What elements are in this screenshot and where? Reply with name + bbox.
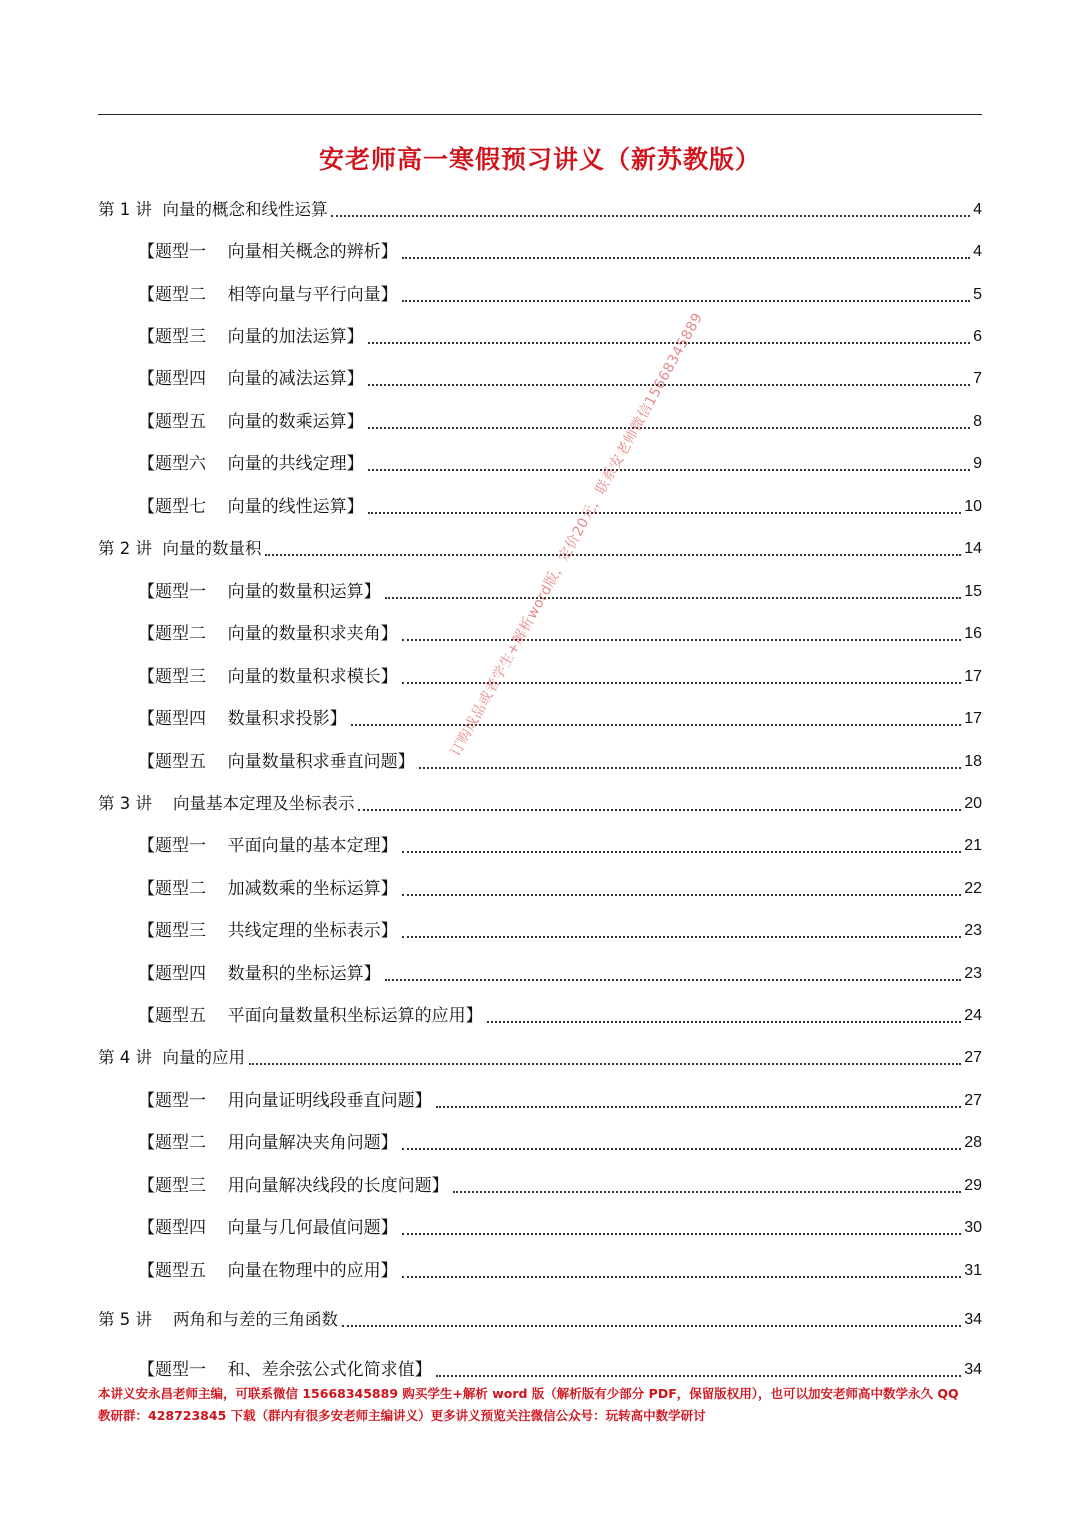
toc-entry-label: 【题型一 向量的数量积运算】 <box>138 582 381 602</box>
toc-topic-entry[interactable] <box>138 707 982 731</box>
dot-leader <box>402 851 962 853</box>
footer-line-2: 教研群：428723845 下载（群内有很多安老师主编讲义）更多讲义预览关注微信公众号：玩转高中数学研讨 <box>98 1408 706 1423</box>
toc-entry-label: 【题型三 共线定理的坐标表示】 <box>138 921 398 941</box>
dot-leader <box>351 724 962 726</box>
dot-leader <box>368 427 970 429</box>
toc-page-number: 22 <box>964 880 982 897</box>
toc-page-number: 8 <box>973 413 982 430</box>
header-rule <box>98 114 982 115</box>
toc-topic-entry[interactable] <box>138 1131 982 1155</box>
toc-entry-label: 【题型五 平面向量数量积坐标运算的应用】 <box>138 1006 483 1026</box>
toc-entry-label: 【题型一 用向量证明线段垂直问题】 <box>138 1091 432 1111</box>
toc-topic-entry[interactable] <box>138 452 982 476</box>
toc-topic-entry[interactable] <box>138 1259 982 1283</box>
toc-page-number: 7 <box>973 370 982 387</box>
toc-entry-label: 【题型二 加减数乘的坐标运算】 <box>138 879 398 899</box>
toc-topic-entry[interactable] <box>138 665 982 689</box>
dot-leader <box>402 1276 962 1278</box>
toc-entry-label: 【题型七 向量的线性运算】 <box>138 497 364 517</box>
document-title: 安老师高一寒假预习讲义（新苏教版） <box>318 145 761 174</box>
toc-page-number: 15 <box>964 583 982 600</box>
toc-entry-label: 【题型四 向量与几何最值问题】 <box>138 1218 398 1238</box>
toc-page-number: 17 <box>964 710 982 727</box>
toc-entry-label: 【题型五 向量数量积求垂直问题】 <box>138 752 415 772</box>
dot-leader <box>368 342 970 344</box>
toc-entry-label: 第 4 讲 向量的应用 <box>98 1048 245 1067</box>
toc-page-number: 23 <box>964 922 982 939</box>
toc-entry-label: 【题型六 向量的共线定理】 <box>138 454 364 474</box>
dot-leader <box>402 300 970 302</box>
toc-entry-label: 【题型三 向量的加法运算】 <box>138 327 364 347</box>
dot-leader <box>265 554 961 556</box>
toc-lecture-entry[interactable] <box>98 1046 982 1070</box>
toc-page-number: 34 <box>964 1311 982 1328</box>
toc-page-number: 4 <box>973 201 982 218</box>
toc-lecture-entry[interactable] <box>98 792 982 816</box>
toc-topic-entry[interactable] <box>138 410 982 434</box>
toc-lecture-entry[interactable] <box>98 198 982 222</box>
toc-page-number: 29 <box>964 1177 982 1194</box>
toc-page-number: 17 <box>964 668 982 685</box>
toc-entry-label: 【题型四 向量的减法运算】 <box>138 369 364 389</box>
toc-entry-label: 第 1 讲 向量的概念和线性运算 <box>98 200 328 219</box>
toc-entry-label: 【题型三 用向量解决线段的长度问题】 <box>138 1176 449 1196</box>
toc-entry-label: 【题型一 和、差余弦公式化简求值】 <box>138 1360 432 1380</box>
toc-entry-label: 【题型三 向量的数量积求模长】 <box>138 667 398 687</box>
dot-leader <box>436 1106 962 1108</box>
dot-leader <box>385 597 962 599</box>
toc-topic-entry[interactable] <box>138 877 982 901</box>
toc-page-number: 23 <box>964 965 982 982</box>
toc-page-number: 30 <box>964 1219 982 1236</box>
dot-leader <box>358 809 961 811</box>
footer-line-1: 本讲义安永昌老师主编，可联系微信 15668345889 购买学生+解析 word 版（解析版有少部分 PDF，保留版权用），也可以加安老师高中数学永久 QQ <box>98 1386 959 1401</box>
toc-topic-entry[interactable] <box>138 1174 982 1198</box>
dot-leader <box>342 1325 961 1327</box>
toc-topic-entry[interactable] <box>138 495 982 519</box>
toc-page-number: 14 <box>964 540 982 557</box>
dot-leader <box>419 767 962 769</box>
dot-leader <box>368 512 962 514</box>
dot-leader <box>385 979 962 981</box>
toc-lecture-entry[interactable] <box>98 1308 982 1332</box>
toc-topic-entry[interactable] <box>138 1004 982 1028</box>
toc-topic-entry[interactable] <box>138 834 982 858</box>
toc-topic-entry[interactable] <box>138 325 982 349</box>
toc-entry-label: 【题型五 向量在物理中的应用】 <box>138 1261 398 1281</box>
toc-lecture-entry[interactable] <box>98 537 982 561</box>
toc-topic-entry[interactable] <box>138 1358 982 1382</box>
toc-page-number: 24 <box>964 1007 982 1024</box>
dot-leader <box>249 1063 961 1065</box>
toc-topic-entry[interactable] <box>138 367 982 391</box>
toc-page-number: 21 <box>964 837 982 854</box>
toc-page-number: 10 <box>964 498 982 515</box>
watermark-text: 订购成品或者学生+解析word版，定价20元，联系安老师微信15668345889 <box>447 310 707 760</box>
toc-page-number: 27 <box>964 1049 982 1066</box>
toc-page-number: 9 <box>973 455 982 472</box>
dot-leader <box>436 1375 962 1377</box>
toc-page-number: 16 <box>964 625 982 642</box>
dot-leader <box>402 1233 962 1235</box>
toc-entry-label: 【题型五 向量的数乘运算】 <box>138 412 364 432</box>
dot-leader <box>402 1148 962 1150</box>
toc-page-number: 28 <box>964 1134 982 1151</box>
toc-topic-entry[interactable] <box>138 919 982 943</box>
toc-entry-label: 【题型二 相等向量与平行向量】 <box>138 285 398 305</box>
toc-topic-entry[interactable] <box>138 750 982 774</box>
dot-leader <box>453 1191 962 1193</box>
toc-entry-label: 【题型二 向量的数量积求夹角】 <box>138 624 398 644</box>
dot-leader <box>402 639 962 641</box>
dot-leader <box>402 936 962 938</box>
dot-leader <box>331 215 970 217</box>
toc-entry-label: 【题型一 向量相关概念的辨析】 <box>138 242 398 262</box>
toc-page-number: 20 <box>964 795 982 812</box>
toc-entry-label: 【题型四 数量积的坐标运算】 <box>138 964 381 984</box>
toc-entry-label: 第 2 讲 向量的数量积 <box>98 539 262 558</box>
toc-entry-label: 第 3 讲 向量基本定理及坐标表示 <box>98 794 355 813</box>
toc-page-number: 34 <box>964 1361 982 1378</box>
toc-topic-entry[interactable] <box>138 1089 982 1113</box>
toc-page-number: 4 <box>973 243 982 260</box>
toc-topic-entry[interactable] <box>138 622 982 646</box>
toc-topic-entry[interactable] <box>138 962 982 986</box>
toc-topic-entry[interactable] <box>138 283 982 307</box>
toc-entry-label: 【题型二 用向量解决夹角问题】 <box>138 1133 398 1153</box>
toc-page-number: 18 <box>964 753 982 770</box>
dot-leader <box>487 1021 962 1023</box>
dot-leader <box>402 257 970 259</box>
toc-topic-entry[interactable] <box>138 1216 982 1240</box>
footer-notice <box>98 1383 988 1427</box>
dot-leader <box>368 469 970 471</box>
toc-page-number: 31 <box>964 1262 982 1279</box>
dot-leader <box>402 894 962 896</box>
toc-entry-label: 【题型一 平面向量的基本定理】 <box>138 836 398 856</box>
toc-page-number: 5 <box>973 286 982 303</box>
toc-page-number: 6 <box>973 328 982 345</box>
toc-topic-entry[interactable] <box>138 240 982 264</box>
toc-page-number: 27 <box>964 1092 982 1109</box>
toc-entry-label: 【题型四 数量积求投影】 <box>138 709 347 729</box>
toc-entry-label: 第 5 讲 两角和与差的三角函数 <box>98 1310 338 1329</box>
